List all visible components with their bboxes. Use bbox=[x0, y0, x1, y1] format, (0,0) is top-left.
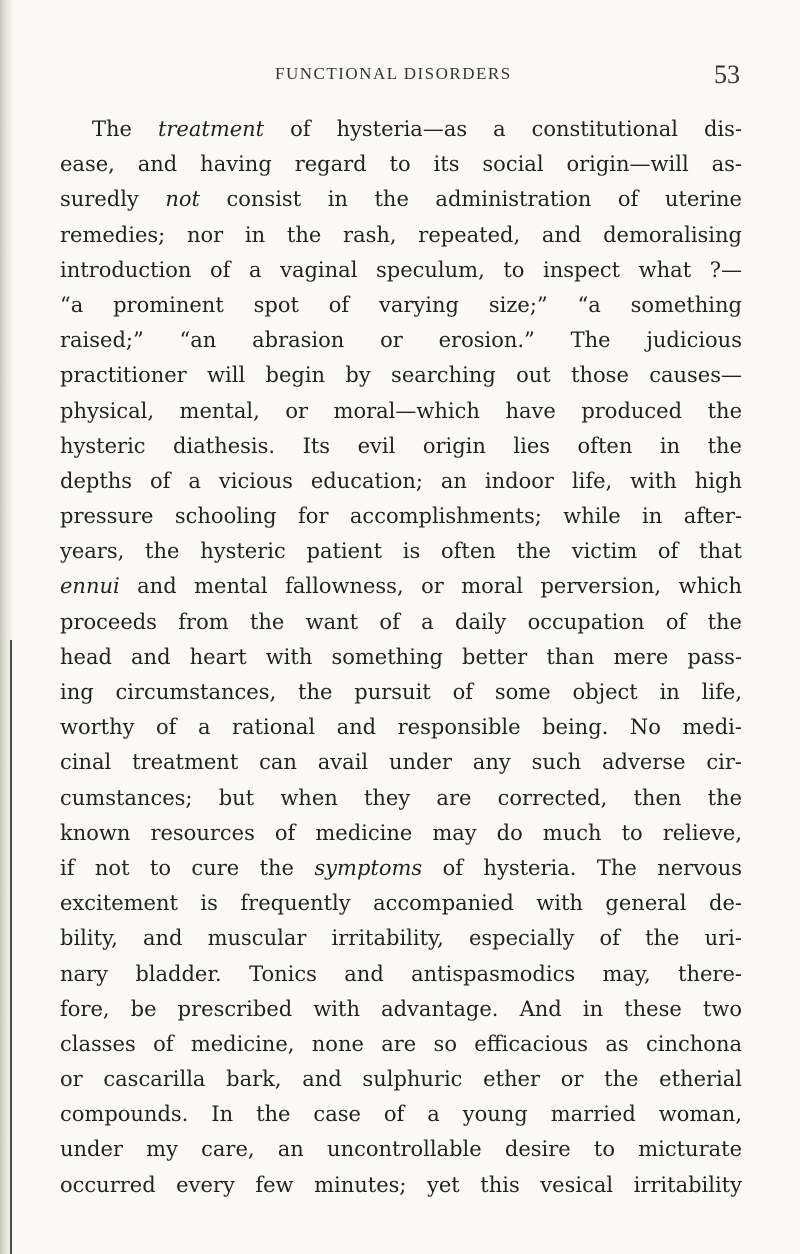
italic-text-run: symptoms bbox=[314, 855, 423, 880]
text-run: introduction of a vaginal speculum, to inspect what ?— bbox=[60, 257, 742, 282]
text-line bbox=[60, 394, 742, 429]
text-line bbox=[60, 921, 742, 956]
text-line bbox=[60, 1168, 742, 1203]
text-line bbox=[60, 112, 742, 147]
text-line bbox=[60, 147, 742, 182]
text-line bbox=[60, 816, 742, 851]
text-run: The bbox=[92, 117, 158, 141]
text-line bbox=[60, 957, 742, 992]
text-run: cumstances; but when they are corrected, then the bbox=[60, 785, 742, 810]
text-run: known resources of medicine may do much to relieve, bbox=[60, 820, 742, 845]
text-run: worthy of a rational and responsible being. No medi- bbox=[60, 715, 742, 740]
text-line bbox=[60, 499, 742, 534]
text-run: ease, and having regard to its social origin—will as- bbox=[60, 152, 742, 177]
text-line bbox=[60, 534, 742, 569]
text-run: physical, mental, or moral—which have produced the bbox=[60, 398, 742, 423]
text-line bbox=[60, 992, 742, 1027]
text-line bbox=[60, 569, 742, 604]
text-run: pressure schooling for accomplishments; while in after- bbox=[60, 504, 742, 529]
text-line bbox=[60, 464, 742, 499]
text-run: ing circumstances, the pursuit of some object in life, bbox=[60, 680, 742, 704]
text-run: under my care, an uncontrollable desire to micturate bbox=[60, 1137, 742, 1162]
text-line bbox=[60, 323, 742, 358]
binding-edge-line bbox=[10, 640, 12, 1254]
running-title: FUNCTIONAL DISORDERS bbox=[275, 64, 512, 83]
text-line bbox=[60, 710, 742, 745]
text-line bbox=[60, 640, 742, 675]
text-run: remedies; nor in the rash, repeated, and demoralising bbox=[60, 222, 742, 247]
text-run: practitioner will begin by searching out those causes— bbox=[60, 363, 742, 388]
text-run: nary bladder. Tonics and antispasmodics may, there- bbox=[60, 961, 742, 986]
italic-text-run: ennui bbox=[60, 574, 120, 599]
text-run: compounds. In the case of a young married woman, bbox=[60, 1102, 742, 1127]
italic-text-run: treatment bbox=[157, 117, 265, 141]
text-run: of hysteria. The nervous bbox=[422, 855, 742, 880]
text-run: occurred every few minutes; yet this vesical irritability bbox=[60, 1172, 742, 1197]
text-line bbox=[60, 781, 742, 816]
text-line bbox=[60, 1097, 742, 1132]
text-line bbox=[60, 675, 742, 710]
text-run: cinal treatment can avail under any such adverse cir- bbox=[60, 750, 742, 775]
text-line bbox=[60, 745, 742, 780]
text-run: and mental fallowness, or moral perversion, which bbox=[119, 574, 742, 599]
text-line bbox=[60, 182, 742, 217]
text-run: hysteric diathesis. Its evil origin lies often in the bbox=[60, 433, 742, 458]
text-line bbox=[60, 1027, 742, 1062]
text-run: bility, and muscular irritability, especially of the uri- bbox=[60, 926, 742, 951]
text-run: suredly bbox=[60, 187, 166, 212]
text-line bbox=[60, 605, 742, 640]
body-paragraph bbox=[60, 112, 742, 1203]
text-line bbox=[60, 288, 742, 323]
text-line bbox=[60, 358, 742, 393]
text-line bbox=[60, 1062, 742, 1097]
page-number: 53 bbox=[714, 60, 740, 89]
page-header bbox=[60, 60, 740, 90]
italic-text-run: not bbox=[165, 187, 200, 212]
text-run: “a prominent spot of varying size;” “a something bbox=[60, 292, 742, 317]
text-line bbox=[60, 1132, 742, 1167]
text-run: years, the hysteric patient is often the victim of that bbox=[60, 539, 742, 564]
text-line bbox=[60, 851, 742, 886]
text-line bbox=[60, 429, 742, 464]
text-run: raised;” “an abrasion or erosion.” The judicious bbox=[60, 328, 742, 353]
text-run: if not to cure the bbox=[60, 855, 315, 880]
text-line bbox=[60, 218, 742, 253]
text-run: fore, be prescribed with advantage. And in these two bbox=[60, 996, 742, 1021]
text-run: excitement is frequently accompanied with general de- bbox=[60, 891, 742, 916]
text-run: consist in the administration of uterine bbox=[199, 187, 742, 212]
text-run: of hysteria—as a constitutional dis- bbox=[264, 117, 742, 141]
text-run: depths of a vicious education; an indoor life, with high bbox=[60, 468, 742, 493]
text-line bbox=[60, 253, 742, 288]
text-line bbox=[60, 886, 742, 921]
text-run: or cascarilla bark, and sulphuric ether or the etherial bbox=[60, 1067, 742, 1092]
text-run: classes of medicine, none are so efficacious as cinchona bbox=[60, 1031, 742, 1056]
text-run: proceeds from the want of a daily occupation of the bbox=[60, 609, 742, 634]
text-run: head and heart with something better than mere pass- bbox=[60, 644, 742, 669]
